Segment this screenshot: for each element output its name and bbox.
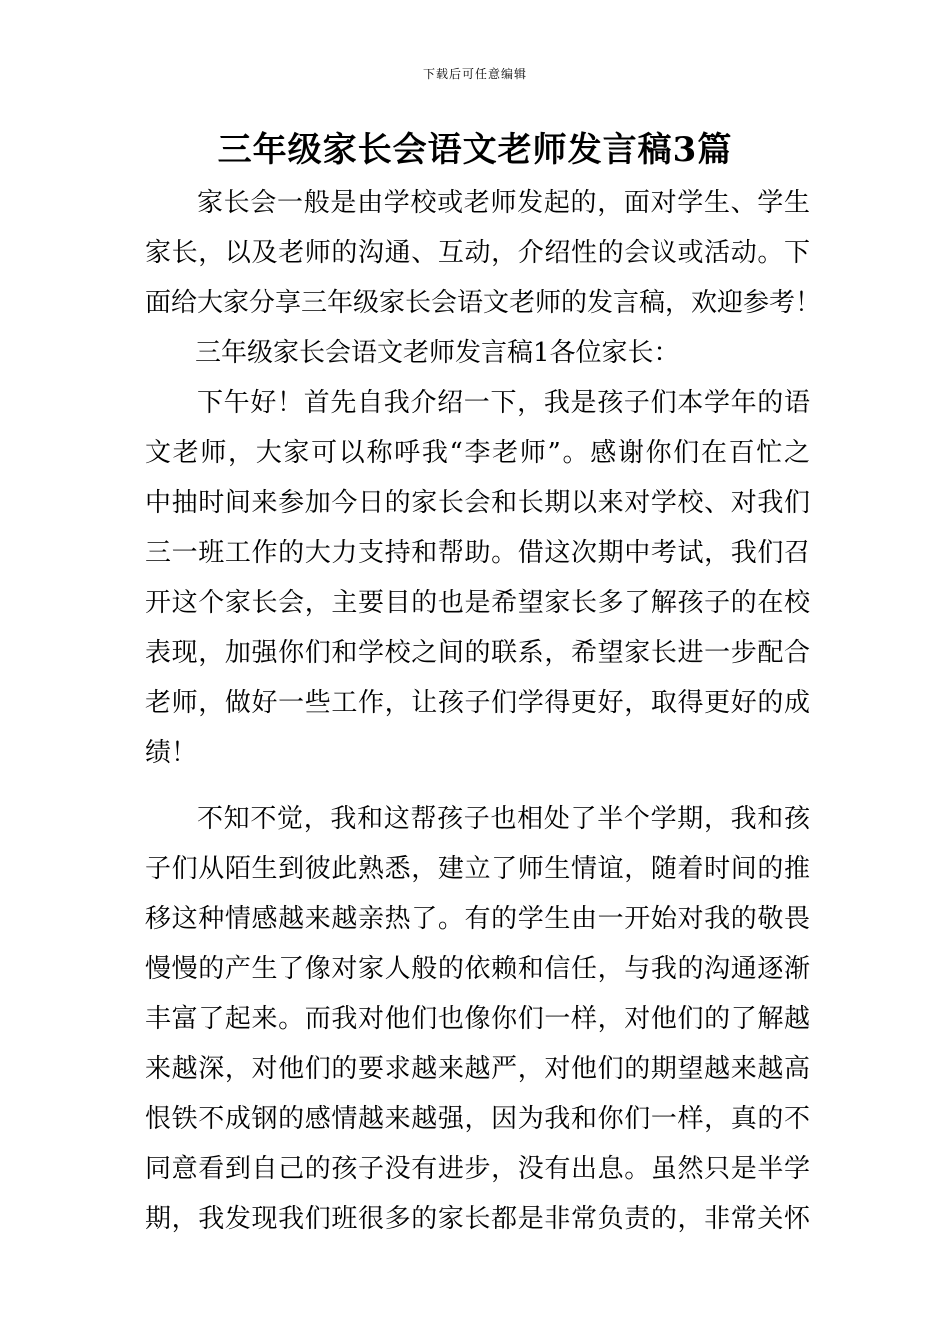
text-line: 不知不觉，我和这帮孩子也相处了半个学期，我和孩	[197, 804, 810, 834]
text-line: 同意看到自己的孩子没有进步，没有出息。虽然只是半学	[145, 1154, 810, 1184]
text-line: 表现，加强你们和学校之间的联系，希望家长进一步配合	[145, 638, 810, 668]
text-line: 开这个家长会，主要目的也是希望家长多了解孩子的在校	[145, 588, 810, 618]
text-line: 老师，做好一些工作，让孩子们学得更好，取得更好的成	[145, 688, 810, 718]
text-line: 绩！	[145, 738, 198, 768]
paragraph-intro	[145, 178, 822, 328]
header-note: 下载后可任意编辑	[422, 67, 527, 81]
text-line: 下午好！首先自我介绍一下，我是孩子们本学年的语	[197, 388, 810, 418]
text-line: 恨铁不成钢的感情越来越强，因为我和你们一样，真的不	[145, 1104, 810, 1134]
text-line: 慢慢的产生了像对家人般的依赖和信任，与我的沟通逐渐	[145, 954, 810, 984]
text-line: 来越深，对他们的要求越来越严，对他们的期望越来越高	[145, 1054, 810, 1084]
text-line: 三一班工作的大力支持和帮助。借这次期中考试，我们召	[145, 538, 810, 568]
document-title: 三年级家长会语文老师发言稿3篇	[217, 130, 733, 170]
text-line: 文老师，大家可以称呼我“李老师”。感谢你们在百忙之	[145, 438, 810, 468]
text-line: 期，我发现我们班很多的家长都是非常负责的，非常关怀	[145, 1204, 810, 1234]
text-line: 丰富了起来。而我对他们也像你们一样，对他们的了解越	[145, 1004, 810, 1034]
text-line: 面给大家分享三年级家长会语文老师的发言稿，欢迎参考！	[145, 288, 822, 318]
paragraph-greeting	[145, 378, 810, 778]
text-line: 移这种情感越来越亲热了。有的学生由一开始对我的敬畏	[145, 904, 810, 934]
paragraph-section-heading	[145, 328, 810, 378]
text-line: 子们从陌生到彼此熟悉，建立了师生情谊，随着时间的推	[145, 854, 810, 884]
text-line: 家长，以及老师的沟通、互动，介绍性的会议或活动。下	[145, 238, 810, 268]
document-body	[145, 178, 822, 1244]
text-line: 家长会一般是由学校或老师发起的，面对学生、学生	[197, 188, 810, 218]
paragraph-spacer	[145, 778, 810, 794]
text-line: 中抽时间来参加今日的家长会和长期以来对学校、对我们	[145, 488, 810, 518]
text-line: 三年级家长会语文老师发言稿1各位家长：	[195, 338, 680, 368]
paragraph-reflection	[145, 794, 810, 1244]
